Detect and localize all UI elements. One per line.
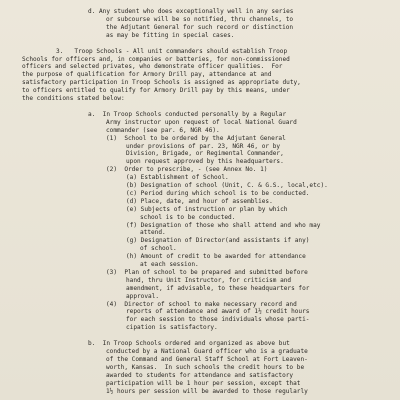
para-a-line: (e) Subjects of instruction or plan by which <box>126 205 288 213</box>
para-d-line: or subcourse will be so notified, thru channels, to <box>106 15 294 23</box>
para-a-line: Army instructor upon request of local National Guard <box>106 118 297 126</box>
para-a-line: cipation is satisfactory. <box>126 324 218 332</box>
para-a-line: attend. <box>140 229 166 237</box>
para-a-line: (b) Designation of school (Unit, C. & G.S., local,etc). <box>126 182 328 189</box>
para-a-line: reports of attendance and award of 1½ credit hours <box>126 308 310 316</box>
para-a-line: of school. <box>140 245 177 253</box>
para-a-line: (4) Director of school to make necessary record and <box>106 300 297 308</box>
para-a-line: (1) School to be ordered by the Adjutant General <box>106 134 286 142</box>
para-a-line: (d) Place, date, and hour of assemblies. <box>126 197 273 205</box>
para-b-line: 1½ hours per session will be awarded to those regularly <box>106 387 308 395</box>
para-a-line: (3) Plan of school to be prepared and submitted before <box>106 268 308 276</box>
para-a-line: upon request approved by this headquarters. <box>126 158 284 166</box>
para-b-line: participation will be 1 hour per session, except that <box>106 379 301 387</box>
para-a-line: for each session to those individuals whose parti- <box>126 316 310 324</box>
para-a-line: under provisions of par. 23, NGR 46, or by <box>126 142 281 150</box>
para-a-line: (2) Order to prescribe, - (see Annex No. 1) <box>106 166 268 174</box>
para-d-line: d. Any student who does exceptionally well in any series <box>88 8 294 15</box>
para-a-line: approval. <box>126 292 160 300</box>
para-a-line: Division, Brigade, or Regimental Commander, <box>126 150 284 158</box>
para-3-line: to officers entitled to qualify for Armory Drill pay by this means, under <box>22 87 290 95</box>
para-a-line: hand, thru Unit Instructor, for criticism and <box>126 276 292 284</box>
para-3-line: 3. Troop Schools - All unit commanders should establish Troop <box>56 47 288 55</box>
para-3-line: the conditions stated below: <box>22 95 125 102</box>
para-b-line: awarded to students for attendance and satisfactory <box>106 371 294 379</box>
para-b-line: b. In Troop Schools ordered and organized as above but <box>88 340 290 348</box>
para-3-line: officers and selected privates, who demonstrate officer qualities. For <box>22 63 283 71</box>
para-a-line: commander (see par. 6, NGR 46). <box>106 126 220 134</box>
para-a-line: school is to be conducted. <box>140 213 236 221</box>
para-a-line: (h) Amount of credit to be awarded for attendance <box>126 253 306 261</box>
para-3-line: the purpose of qualification for Armory Drill pay, attendance at and <box>22 71 272 79</box>
para-a-line: (g) Designation of Director(and assistants if any) <box>126 237 310 245</box>
para-3-line: Schools for officers and, in companies or batteries, for non-commissioned <box>22 55 290 63</box>
para-b-line: of the Command and General Staff School at Fort Leaven- <box>106 355 308 363</box>
para-a-line: at each session. <box>140 261 199 268</box>
para-b-line: worth, Kansas. In such schools the credit hours to be <box>106 363 305 371</box>
para-a-line: a. In Troop Schools conducted personally by a Regular <box>88 110 287 118</box>
para-b-line: conducted by a National Guard officer who is a graduate <box>106 348 308 355</box>
para-a-line: amendment, if advisable, to these headquarters for <box>126 284 310 292</box>
para-a-line: (a) Establishment of School. <box>126 174 229 182</box>
para-3-line: satisfactory participation in Troop Schools is assigned as appropriate duty, <box>22 79 301 87</box>
para-a-line: (f) Designation of those who shall attend and who may <box>126 221 321 229</box>
para-a-line: (c) Period during which school is to be conducted. <box>126 189 310 197</box>
para-d-line: the Adjutant General for such record or distinction <box>106 23 294 31</box>
para-d-line: as may be fitting in special cases. <box>106 31 235 39</box>
